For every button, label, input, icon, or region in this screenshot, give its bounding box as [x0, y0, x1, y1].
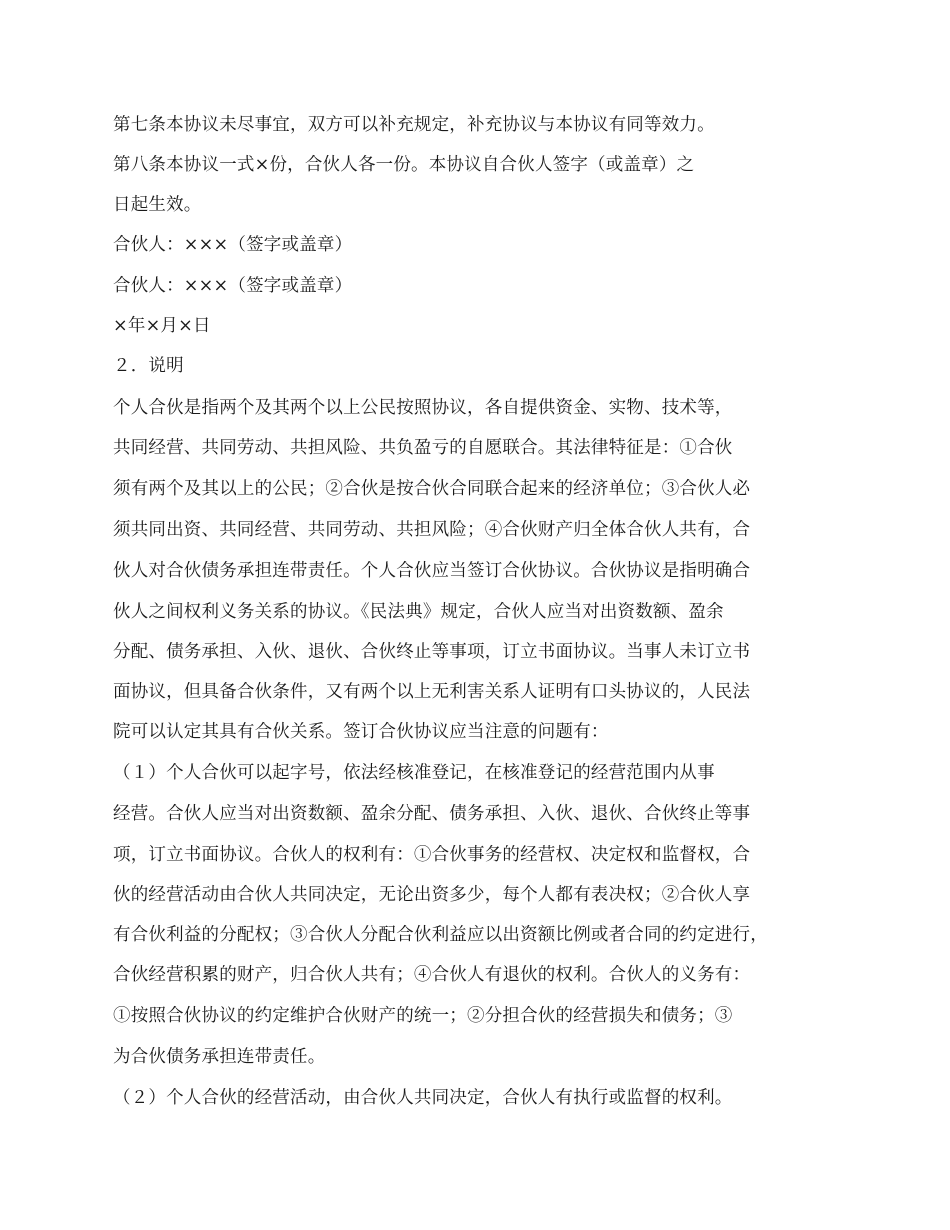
text-line: 第七条本协议未尽事宜，双方可以补充规定，补充协议与本协议有同等效力。 — [113, 115, 715, 135]
text-line: ①按照合伙协议的约定维护合伙财产的统一；②分担合伙的经营损失和债务；③ — [113, 1006, 733, 1026]
text-line: 第八条本协议一式×份，合伙人各一份。本协议自合伙人签字（或盖章）之 — [113, 155, 695, 175]
text-line: ×年×月×日 — [113, 316, 211, 336]
text-line: 须有两个及其以上的公民；②合伙是按合伙合同联合起来的经济单位；③合伙人必 — [113, 479, 751, 499]
text-line: 须共同出资、共同经营、共同劳动、共担风险；④合伙财产归全体合伙人共有，合 — [113, 520, 751, 540]
text-line: 共同经营、共同劳动、共担风险、共负盈亏的自愿联合。其法律特征是：①合伙 — [113, 438, 733, 458]
text-line: 院可以认定其具有合伙关系。签订合伙协议应当注意的问题有： — [113, 722, 609, 742]
text-line: 面协议，但具备合伙条件，又有两个以上无利害关系人证明有口头协议的，人民法 — [113, 682, 751, 702]
section-heading: ２．说明 — [113, 356, 184, 376]
text-line: 合伙人：×××（签字或盖章） — [113, 235, 353, 255]
text-line: 项，订立书面协议。合伙人的权利有：①合伙事务的经营权、决定权和监督权，合 — [113, 845, 751, 865]
text-line: 分配、债务承担、入伙、退伙、合伙终止等事项，订立书面协议。当事人未订立书 — [113, 642, 751, 662]
text-line: 个人合伙是指两个及其两个以上公民按照协议，各自提供资金、实物、技术等， — [113, 398, 733, 418]
text-line: 有合伙利益的分配权；③合伙人分配合伙利益应以出资额比例或者合同的约定进行， — [113, 925, 768, 945]
text-line: 合伙经营积累的财产，归合伙人共有；④合伙人有退伙的权利。合伙人的义务有： — [113, 965, 751, 985]
text-line: 经营。合伙人应当对出资数额、盈余分配、债务承担、入伙、退伙、合伙终止等事 — [113, 804, 751, 824]
text-line: 伙人之间权利义务关系的协议。《民法典》规定，合伙人应当对出资数额、盈余 — [113, 602, 724, 622]
text-line: 日起生效。 — [113, 195, 202, 215]
text-line: （１）个人合伙可以起字号，依法经核准登记，在核准登记的经营范围内从事 — [113, 763, 715, 783]
text-line: 为合伙债务承担连带责任。 — [113, 1047, 326, 1067]
text-line: （２）个人合伙的经营活动，由合伙人共同决定，合伙人有执行或监督的权利。 — [113, 1088, 733, 1108]
text-line: 合伙人：×××（签字或盖章） — [113, 276, 353, 296]
text-line: 伙人对合伙债务承担连带责任。个人合伙应当签订合伙协议。合伙协议是指明确合 — [113, 561, 751, 581]
text-line: 伙的经营活动由合伙人共同决定，无论出资多少，每个人都有表决权；②合伙人享 — [113, 885, 751, 905]
